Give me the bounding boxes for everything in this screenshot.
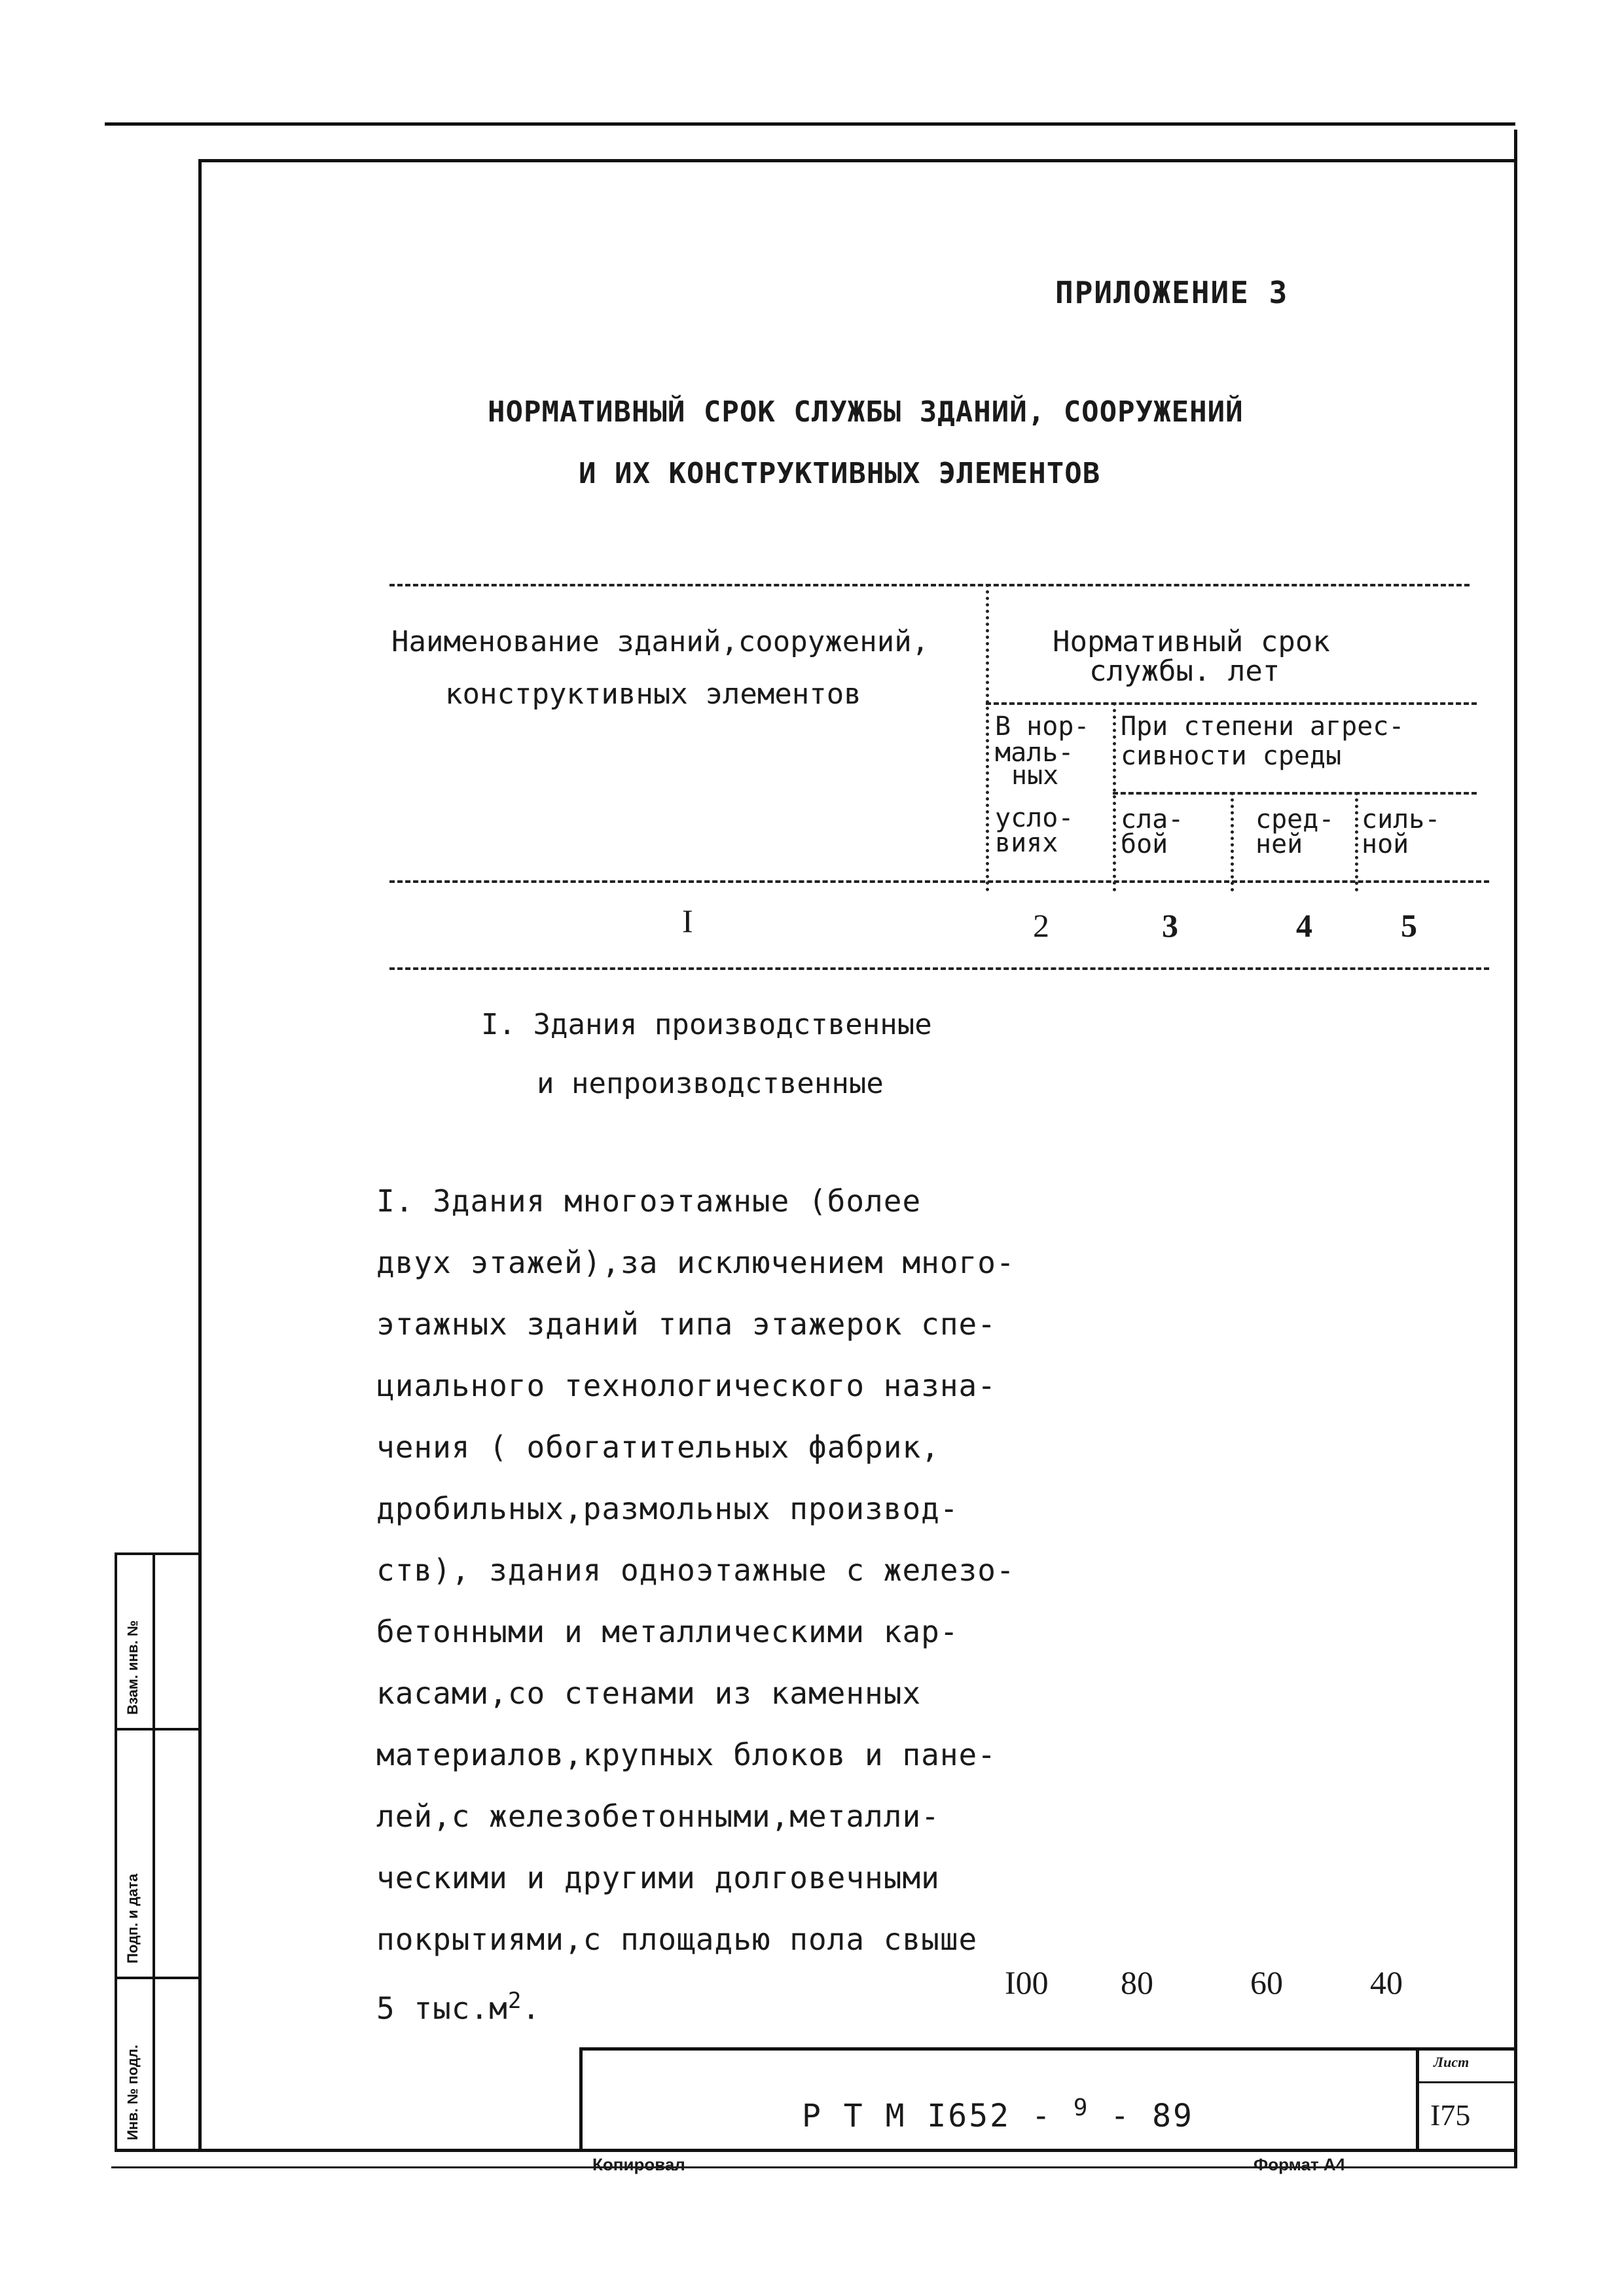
medium-line2: ней — [1255, 829, 1303, 859]
medium-line1: сред- — [1255, 804, 1335, 834]
section-heading-line2: и непроизводственные — [537, 1067, 884, 1100]
frame-top-line — [198, 159, 1514, 162]
stamp-sheet-label: Лист — [1434, 2054, 1470, 2070]
normal-conditions-line1: В нор- — [995, 711, 1090, 742]
item-last-line — [376, 1970, 1096, 2039]
table-top-rule — [389, 584, 1470, 586]
side-label-vzam-inv: Взам. инв. № — [124, 1620, 141, 1715]
value-normal: I00 — [1005, 1964, 1049, 2001]
stamp-sheet-divider — [1416, 2047, 1419, 2151]
item-last-tail: . — [522, 1990, 541, 2026]
aggr-rule — [1113, 792, 1477, 795]
col-number-1: I — [682, 903, 693, 939]
strong-line1: силь- — [1362, 804, 1441, 834]
weak-line1: сла- — [1121, 804, 1184, 834]
side-label-inv-podl: Инв. № подл. — [124, 2045, 141, 2140]
item-line: двух этажей),за исключением много- — [376, 1245, 1015, 1280]
weak-line2: бой — [1121, 829, 1168, 859]
item-line: этажных зданий типа этажерок спе- — [376, 1306, 996, 1342]
copied-label: Копировал — [592, 2155, 685, 2174]
item-line: ческими и другими долговечными — [376, 1860, 940, 1895]
normal-conditions-line5: виях — [995, 828, 1058, 858]
item-line: I. Здания многоэтажные (более — [376, 1183, 922, 1219]
value-weak: 80 — [1121, 1964, 1153, 2001]
item-line: материалов,крупных блоков и пане- — [376, 1737, 996, 1772]
col-number-3: 3 — [1162, 907, 1178, 944]
col-number-5: 5 — [1401, 907, 1417, 944]
col3-divider — [1231, 792, 1234, 891]
col2-divider — [1113, 702, 1116, 891]
numbers-bottom-rule — [389, 967, 1489, 970]
normal-conditions-line3: ных — [1011, 761, 1059, 791]
frame-right-line — [1514, 130, 1517, 2168]
value-medium: 60 — [1250, 1964, 1283, 2001]
col1-divider — [986, 584, 989, 891]
stamp-sheet-rule — [1416, 2081, 1515, 2083]
col4-divider — [1355, 792, 1358, 891]
item-line: бетонными и металлическими кар- — [376, 1614, 959, 1649]
col1-header-line1: Наименование зданий,сооружений, — [391, 625, 929, 658]
stamp-top-line — [579, 2047, 1515, 2051]
item-line: касами,со стенами из каменных — [376, 1676, 922, 1711]
value-strong: 40 — [1370, 1964, 1403, 2001]
item-line: лей,с железобетонными,металли- — [376, 1799, 940, 1834]
frame-top-outer-line — [105, 122, 1515, 126]
item-line: циального технологического назна- — [376, 1368, 996, 1403]
aggr-header-line1: При степени агрес- — [1121, 711, 1405, 742]
side-label-podp-data: Подп. и дата — [124, 1873, 141, 1964]
side-column-div2 — [115, 1977, 200, 1979]
section-heading-line1: I. Здания производственные — [481, 1008, 932, 1041]
frame-left-line — [198, 159, 202, 2149]
col-number-2: 2 — [1033, 907, 1049, 944]
side-column-outer — [115, 1552, 117, 2149]
aggr-header-line2: сивности среды — [1121, 741, 1342, 771]
item-last-superscript: 2 — [507, 1988, 522, 2014]
doc-number-main: Р Т М I652 - — [802, 2098, 1074, 2134]
stamp-doc-number — [802, 2094, 1194, 2134]
side-column-top — [115, 1552, 200, 1555]
item-line: чения ( обогатительных фабрик, — [376, 1429, 940, 1465]
item-line: ств), здания одноэтажные с железо- — [376, 1552, 1015, 1588]
norm-header-line2: службы. лет — [1089, 655, 1280, 688]
header-bottom-rule — [389, 880, 1489, 883]
side-column-line — [153, 1552, 155, 2149]
item-line: дробильных,размольных производ- — [376, 1491, 959, 1526]
stamp-left-line — [579, 2047, 583, 2151]
strong-line2: ной — [1362, 829, 1409, 859]
title-line1: НОРМАТИВНЫЙ СРОК СЛУЖБЫ ЗДАНИЙ, СООРУЖЕНИЙ — [488, 395, 1244, 429]
normal-conditions-line2: маль- — [995, 738, 1074, 768]
item-last-text: 5 тыс.м — [376, 1990, 508, 2026]
item-line: покрытиями,с площадью пола свыше — [376, 1922, 978, 1957]
title-line2: И ИХ КОНСТРУКТИВНЫХ ЭЛЕМЕНТОВ — [579, 457, 1101, 490]
normal-conditions-line4: усло- — [995, 803, 1074, 833]
norm-rule — [986, 702, 1477, 705]
doc-number-sup: 9 — [1073, 2094, 1090, 2121]
frame-bottom-line — [115, 2149, 1515, 2152]
side-column-div1 — [115, 1728, 200, 1731]
appendix-label: ПРИЛОЖЕНИЕ 3 — [1055, 275, 1289, 310]
stamp-sheet-number: I75 — [1430, 2098, 1471, 2132]
col1-header-line2: конструктивных элементов — [445, 677, 861, 711]
doc-number-tail: - 89 — [1089, 2098, 1194, 2134]
col-number-4: 4 — [1296, 907, 1312, 944]
format-label: Формат А4 — [1254, 2155, 1346, 2174]
norm-header-line1: Нормативный срок — [1053, 625, 1330, 658]
item-body — [376, 1170, 1096, 2039]
